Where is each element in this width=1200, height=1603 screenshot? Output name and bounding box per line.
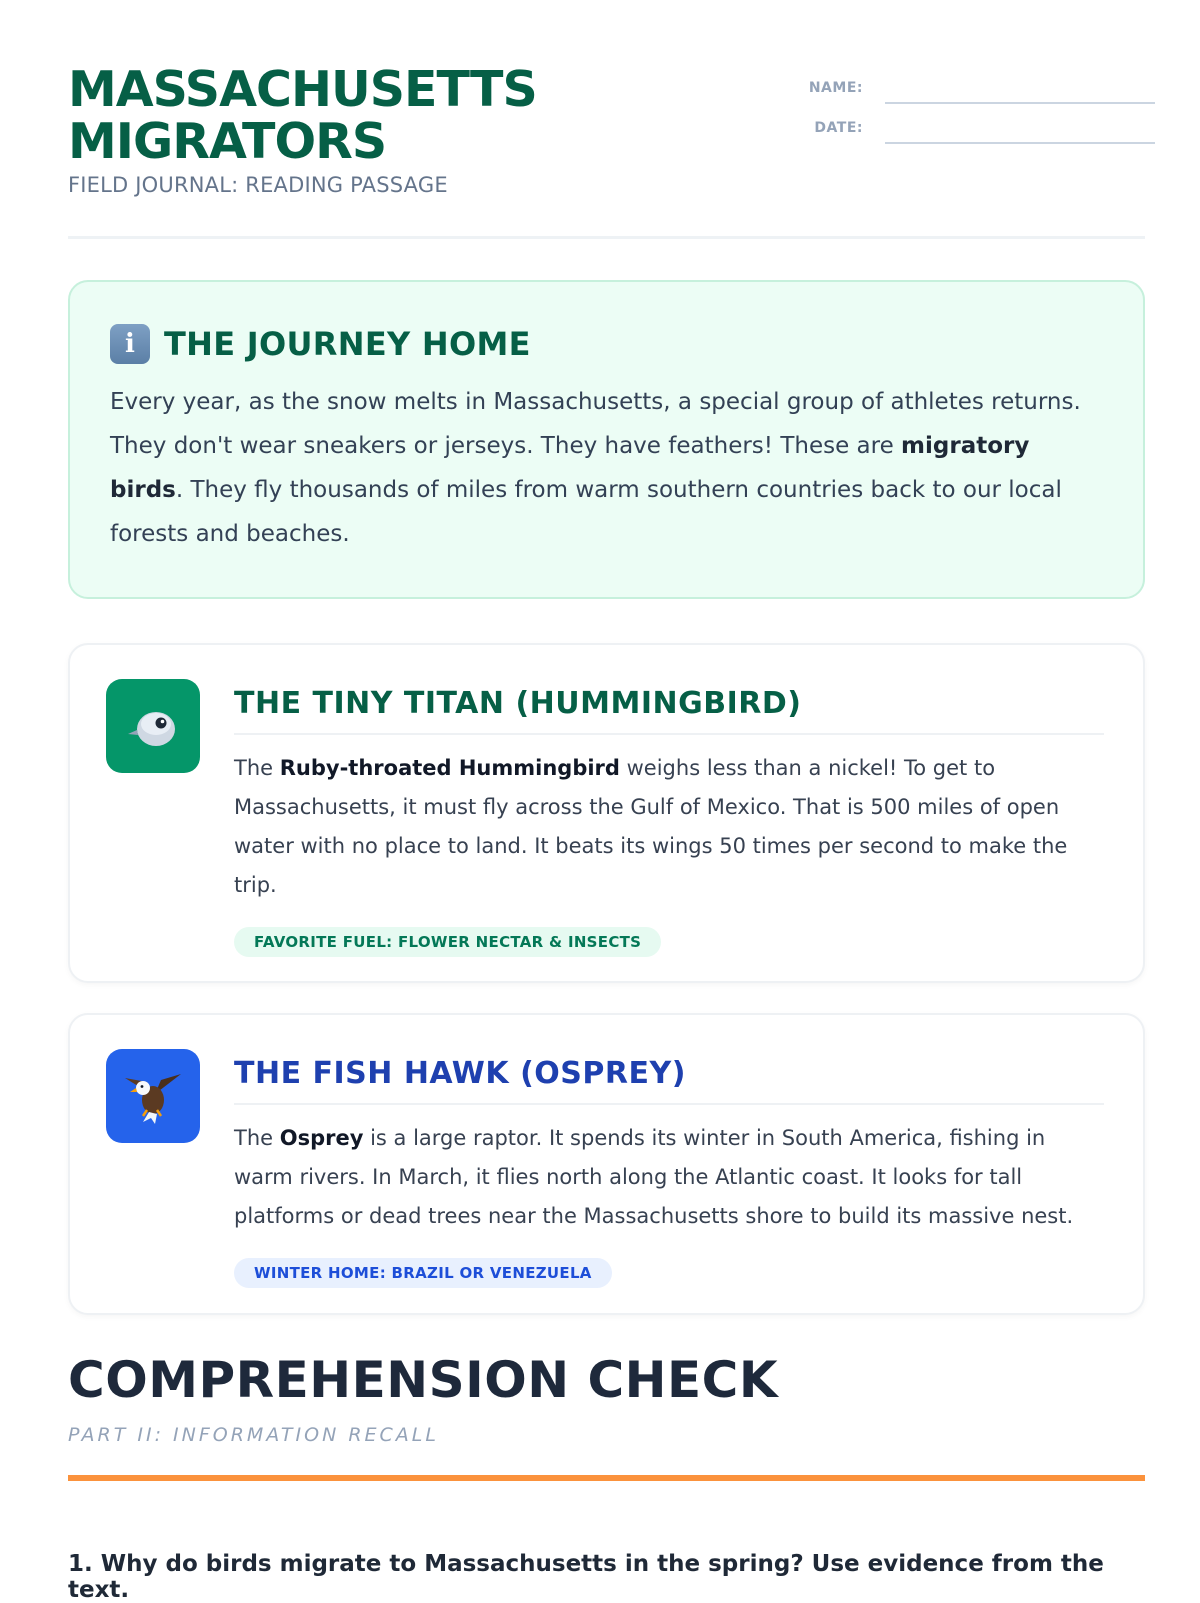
hummingbird-fuel-tag: FAVORITE FUEL: FLOWER NECTAR & INSECTS — [234, 927, 661, 957]
osprey-text-end: is a large raptor. It spends its winter in South America, fishing in warm rivers. In March, it flies north along the Atlantic coast. It looks for tall platforms or dead trees near the Massachusetts shore to build its massive nest. — [234, 1126, 1074, 1228]
header-divider — [68, 236, 1145, 239]
comprehension-subtitle: PART II: INFORMATION RECALL — [68, 1424, 439, 1446]
hummingbird-card-title: THE TINY TITAN (HUMMINGBIRD) — [234, 683, 1104, 735]
bird-icon-graphic — [123, 696, 183, 756]
question-1: 1. Why do birds migrate to Massachusetts in the spring? Use evidence from the text. — [68, 1551, 1104, 1603]
title-line-2: MIGRATORS — [68, 113, 387, 170]
hummingbird-card — [68, 643, 1145, 983]
osprey-text-start: The — [234, 1126, 280, 1150]
comprehension-title: COMPREHENSION CHECK — [68, 1351, 779, 1409]
osprey-text-bold: Osprey — [279, 1126, 364, 1150]
eagle-icon — [106, 1049, 200, 1143]
name-label: NAME: — [808, 80, 863, 96]
osprey-card-title: THE FISH HAWK (OSPREY) — [234, 1053, 1104, 1105]
title-line-1: MASSACHUSETTS — [68, 61, 537, 118]
hummingbird-card-text — [234, 749, 1104, 905]
intro-heading — [110, 322, 1103, 366]
hummingbird-text-start: The — [234, 756, 280, 780]
name-date-fields — [788, 72, 1145, 152]
bird-icon — [106, 679, 200, 773]
osprey-card-text — [234, 1119, 1104, 1236]
date-field[interactable] — [885, 142, 1155, 144]
eagle-icon-graphic — [121, 1064, 185, 1128]
hummingbird-text-bold: Ruby-throated Hummingbird — [279, 756, 620, 780]
intro-text-bold: migratory birds — [110, 433, 1030, 503]
intro-paragraph — [110, 380, 1103, 556]
osprey-card — [68, 1013, 1145, 1315]
hummingbird-text-end: weighs less than a nickel! To get to Massachusetts, it must fly across the Gulf of Mexico. That is 500 miles of open water with no place to land. It beats its wings 50 times per second to make the trip. — [234, 756, 1068, 897]
intro-title: THE JOURNEY HOME — [164, 325, 531, 363]
intro-text-start: Every year, as the snow melts in Massachusetts, a special group of athletes returns. They don't wear sneakers or jerseys. They have feathers! These are — [110, 389, 1081, 459]
comprehension-divider — [68, 1475, 1145, 1481]
osprey-card-body — [234, 1053, 1104, 1288]
intro-box — [68, 280, 1145, 599]
name-field-row — [788, 72, 1145, 112]
osprey-winter-tag: WINTER HOME: BRAZIL OR VENEZUELA — [234, 1258, 612, 1288]
name-field[interactable] — [885, 102, 1155, 104]
date-field-row — [788, 112, 1145, 152]
hummingbird-card-body — [234, 683, 1104, 957]
page-title — [68, 61, 688, 170]
info-icon: i — [110, 324, 150, 364]
page-subtitle: FIELD JOURNAL: READING PASSAGE — [68, 173, 448, 197]
intro-text-end: . They fly thousands of miles from warm southern countries back to our local forests and beaches. — [110, 477, 1062, 547]
date-label: DATE: — [814, 120, 863, 136]
worksheet-header — [68, 61, 1145, 239]
